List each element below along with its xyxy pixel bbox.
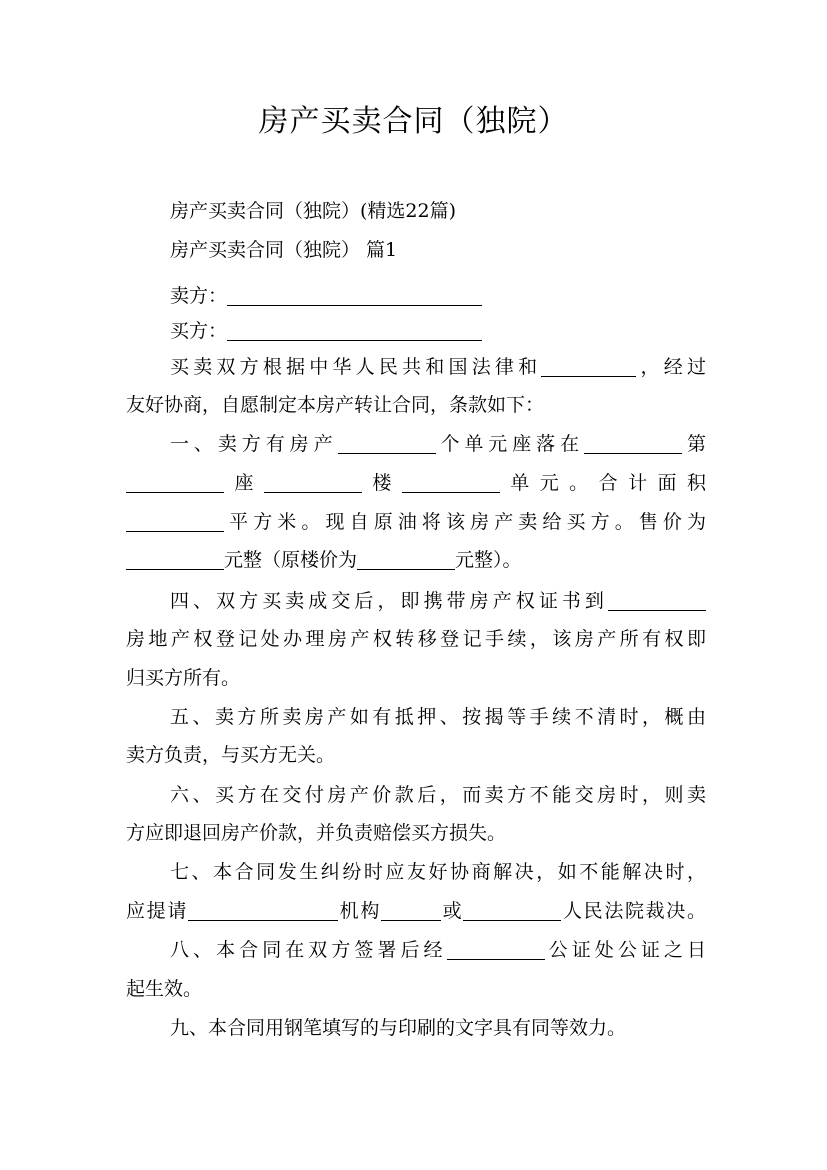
clause-1-text-a: 一、卖方有房产 [170, 433, 338, 455]
seller-label: 卖方： [170, 285, 228, 307]
clause-8-line-2: 起生效。 [126, 978, 203, 1000]
clause-1-text-zuo: 座 [224, 472, 264, 494]
seller-line [170, 281, 706, 311]
clause-1-text-end: 元整）。 [455, 549, 522, 571]
section-heading: 房产买卖合同（独院） 篇1 [170, 239, 398, 261]
clause-1-text-price: 元整（原楼价为 [224, 549, 358, 571]
clause-7-text-c: 或 [441, 900, 464, 922]
clause-8-line-1 [170, 935, 706, 965]
clause-6-line-2: 方应即退回房产价款，并负责赔偿买方损失。 [126, 822, 507, 844]
clause-7-text-b: 机构 [338, 900, 381, 922]
clause-4-blank [608, 588, 706, 611]
clause-1-blank-sqm [126, 509, 224, 532]
clause-7-text-d: 人民法院裁决。 [561, 900, 706, 922]
clause-4-text-a: 四、双方买卖成交后，即携带房产权证书到 [170, 590, 608, 612]
clause-1-text-c: 第 [682, 433, 706, 455]
intro-line-1 [170, 352, 706, 382]
clause-9-line-1: 九、本合同用钢笔填写的与印刷的文字具有同等效力。 [170, 1017, 627, 1039]
clause-7-blank-agency [188, 898, 338, 921]
clause-7-text-a: 应提请 [126, 900, 188, 922]
clause-1-blank-lou [264, 470, 362, 493]
clause-7-line-1: 七、本合同发生纠纷时应友好协商解决，如不能解决时， [170, 861, 706, 883]
clause-1-text-b: 个单元座落在 [435, 433, 585, 455]
clause-1-line-4 [126, 545, 706, 575]
clause-4-line-1 [170, 586, 706, 616]
clause-8-text-b: 公证处公证之日 [544, 939, 706, 961]
buyer-label: 买方： [170, 320, 228, 342]
document-subtitle: 房产买卖合同（独院）(精选22篇) [170, 200, 457, 222]
buyer-line [170, 316, 706, 346]
clause-7-line-2 [126, 896, 706, 926]
clause-8-text-a: 八、本合同在双方签署后经 [170, 939, 447, 961]
clause-8-blank-notary [447, 937, 545, 960]
clause-1-line-3 [126, 507, 706, 537]
clause-7-blank-or [381, 898, 441, 921]
document-title: 房产买卖合同（独院） [258, 104, 569, 139]
seller-blank [227, 283, 482, 306]
clause-1-blank-unit [402, 470, 500, 493]
clause-5-line-1: 五、卖方所卖房产如有抵押、按揭等手续不清时，概由 [170, 706, 706, 728]
clause-4-line-3: 归买方所有。 [126, 667, 241, 689]
clause-1-blank-zuo [126, 470, 224, 493]
clause-1-line-1 [170, 429, 706, 459]
clause-1-text-area: 单元。合计面积 [499, 472, 706, 494]
clause-1-blank-original-price [357, 547, 455, 570]
clause-4-line-2: 房地产权登记处办理房产权转移登记手续，该房产所有权即 [126, 628, 706, 650]
intro-blank [541, 354, 636, 377]
clause-1-text-sqm: 平方米。现自原油将该房产卖给买方。售价为 [224, 511, 706, 533]
clause-1-text-lou: 楼 [361, 472, 402, 494]
clause-1-blank-price [126, 547, 224, 570]
intro-text-b: ，经过 [636, 356, 706, 378]
intro-line-2: 友好协商，自愿制定本房产转让合同，条款如下： [126, 394, 545, 416]
clause-6-line-1: 六、买方在交付房产价款后，而卖方不能交房时，则卖 [170, 784, 706, 806]
buyer-blank [227, 318, 482, 341]
clause-5-line-2: 卖方负责，与买方无关。 [126, 744, 336, 766]
clause-1-line-2 [126, 468, 706, 498]
clause-1-blank-location [584, 431, 682, 454]
clause-1-blank-units [338, 431, 436, 454]
clause-7-blank-court [463, 898, 561, 921]
intro-text-a: 买卖双方根据中华人民共和国法律和 [170, 356, 542, 378]
